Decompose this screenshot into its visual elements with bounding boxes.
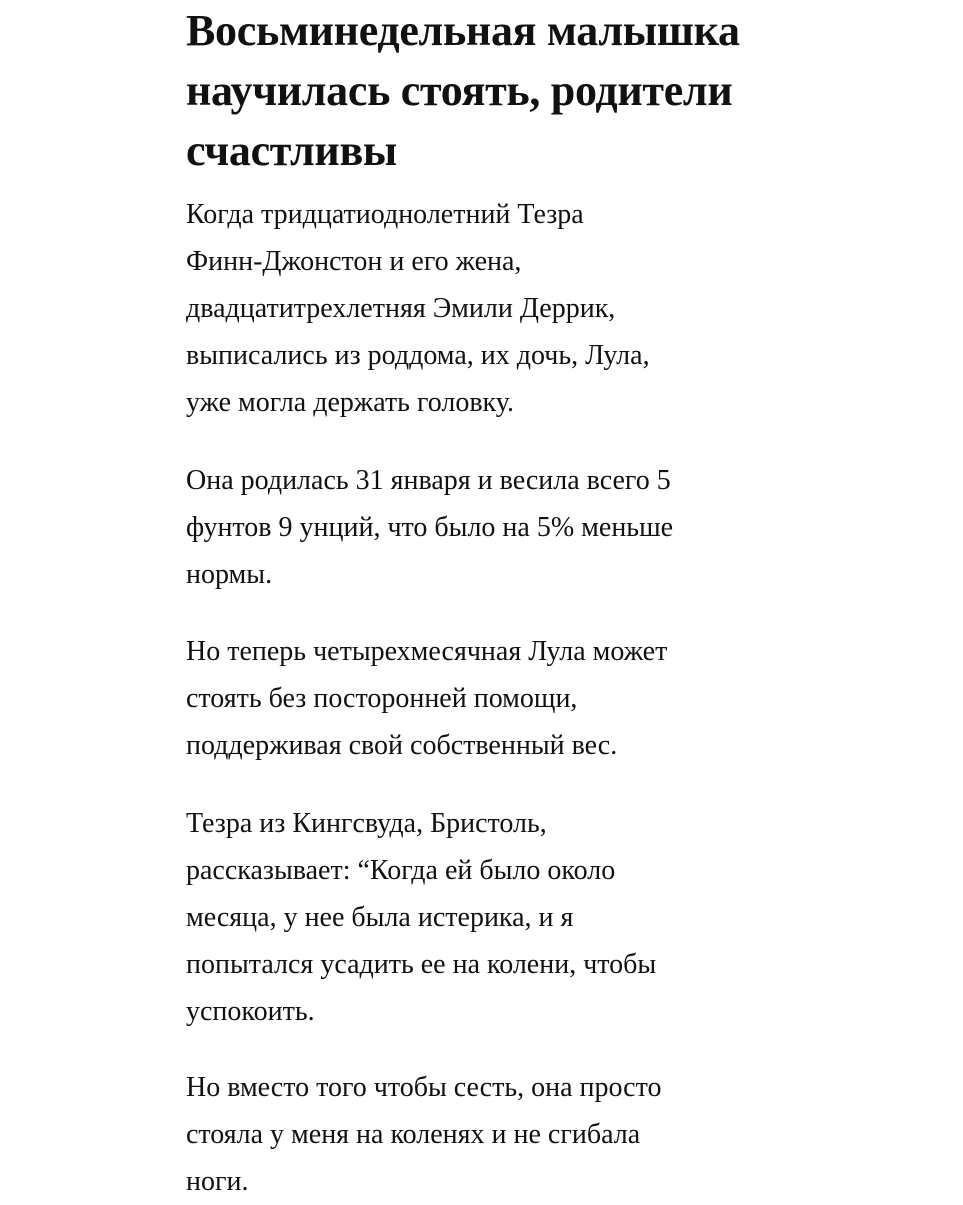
paragraph-line: Когда тридцатиоднолетний Тезра (186, 199, 584, 230)
article-paragraph (186, 800, 656, 1035)
article-headline (186, 0, 806, 181)
paragraph-line: Тезра из Кингсвуда, Бристоль, (186, 808, 547, 839)
paragraph-line: двадцатитрехлетняя Эмили Деррик, (186, 293, 616, 324)
article (186, 0, 806, 1197)
paragraph-line: рассказывает: “Когда ей было около (186, 855, 616, 886)
article-paragraph (186, 191, 650, 426)
paragraph-line: ноги. (186, 1166, 249, 1197)
paragraph-line: Финн-Джонстон и его жена, (186, 246, 522, 277)
article-paragraph (186, 457, 673, 598)
article-paragraph (186, 628, 667, 769)
paragraph-line: нормы. (186, 559, 273, 590)
paragraph-line: успокоить. (186, 996, 315, 1027)
paragraph-line: Но теперь четырехмесячная Лула может (186, 636, 668, 667)
article-paragraph (186, 1064, 661, 1205)
headline-line: Восьминедельная малышка (186, 6, 740, 55)
paragraph-line: поддерживая свой собственный вес. (186, 730, 618, 761)
headline-line: научилась стоять, родители (186, 66, 733, 115)
headline-line: счастливы (186, 126, 397, 175)
paragraph-line: выписались из роддома, их дочь, Лула, (186, 340, 650, 371)
paragraph-line: Она родилась 31 января и весила всего 5 (186, 465, 671, 496)
paragraph-line: стояла у меня на коленях и не сгибала (186, 1119, 641, 1150)
paragraph-line: попытался усадить ее на колени, чтобы (186, 949, 657, 980)
paragraph-line: Но вместо того чтобы сесть, она просто (186, 1072, 662, 1103)
paragraph-line: фунтов 9 унций, что было на 5% меньше (186, 512, 674, 543)
paragraph-line: месяца, у нее была истерика, и я (186, 902, 574, 933)
paragraph-line: уже могла держать головку. (186, 387, 514, 418)
paragraph-line: стоять без посторонней помощи, (186, 683, 578, 714)
